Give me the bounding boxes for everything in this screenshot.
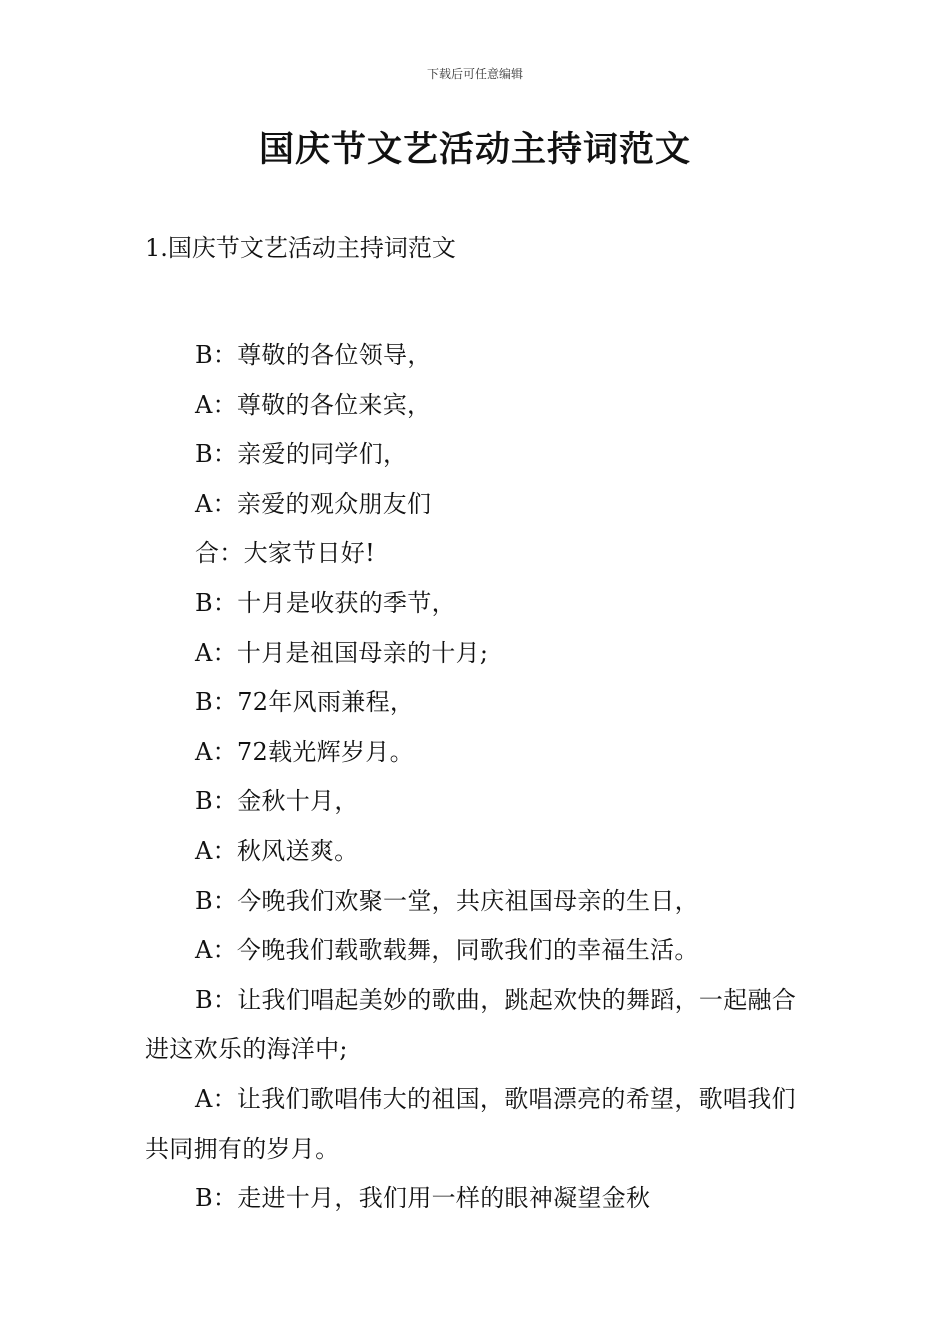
paragraph: A：秋风送爽。	[195, 836, 359, 865]
paragraph: A：尊敬的各位来宾，	[195, 390, 432, 419]
paragraph: B：亲爱的同学们，	[195, 440, 408, 469]
paragraph: B：尊敬的各位领导，	[195, 341, 432, 369]
paragraph: B：十月是收获的季节，	[195, 588, 456, 617]
paragraph: A：今晚我们载歌载舞，同歌我们的幸福生活。	[195, 936, 699, 965]
paragraph: B：金秋十月，	[195, 787, 359, 816]
paragraph: 合：大家节日好!	[195, 539, 376, 568]
paragraph: B：今晚我们欢聚一堂，共庆祖国母亲的生日，	[195, 886, 699, 915]
paragraph: A：十月是祖国母亲的十月;	[195, 638, 489, 667]
document-title: 国庆节文艺活动主持词范文	[258, 130, 691, 170]
paragraph: A：亲爱的观众朋友们	[195, 489, 432, 518]
paragraph: B：让我们唱起美妙的歌曲，跳起欢快的舞蹈，一起融合进这欢乐的海洋中;	[145, 985, 797, 1064]
paragraph: A：让我们歌唱伟大的祖国，歌唱漂亮的希望，歌唱我们共同拥有的岁月。	[145, 1084, 796, 1163]
paragraph: B：走进十月，我们用一样的眼神凝望金秋	[195, 1184, 651, 1213]
header-note: 下载后可任意编辑	[426, 67, 523, 81]
body-text	[145, 331, 807, 1224]
paragraph: B：72年风雨兼程，	[195, 688, 415, 717]
paragraph: A：72载光辉岁月。	[195, 737, 414, 766]
section-heading: 1.国庆节文艺活动主持词范文	[145, 234, 456, 262]
